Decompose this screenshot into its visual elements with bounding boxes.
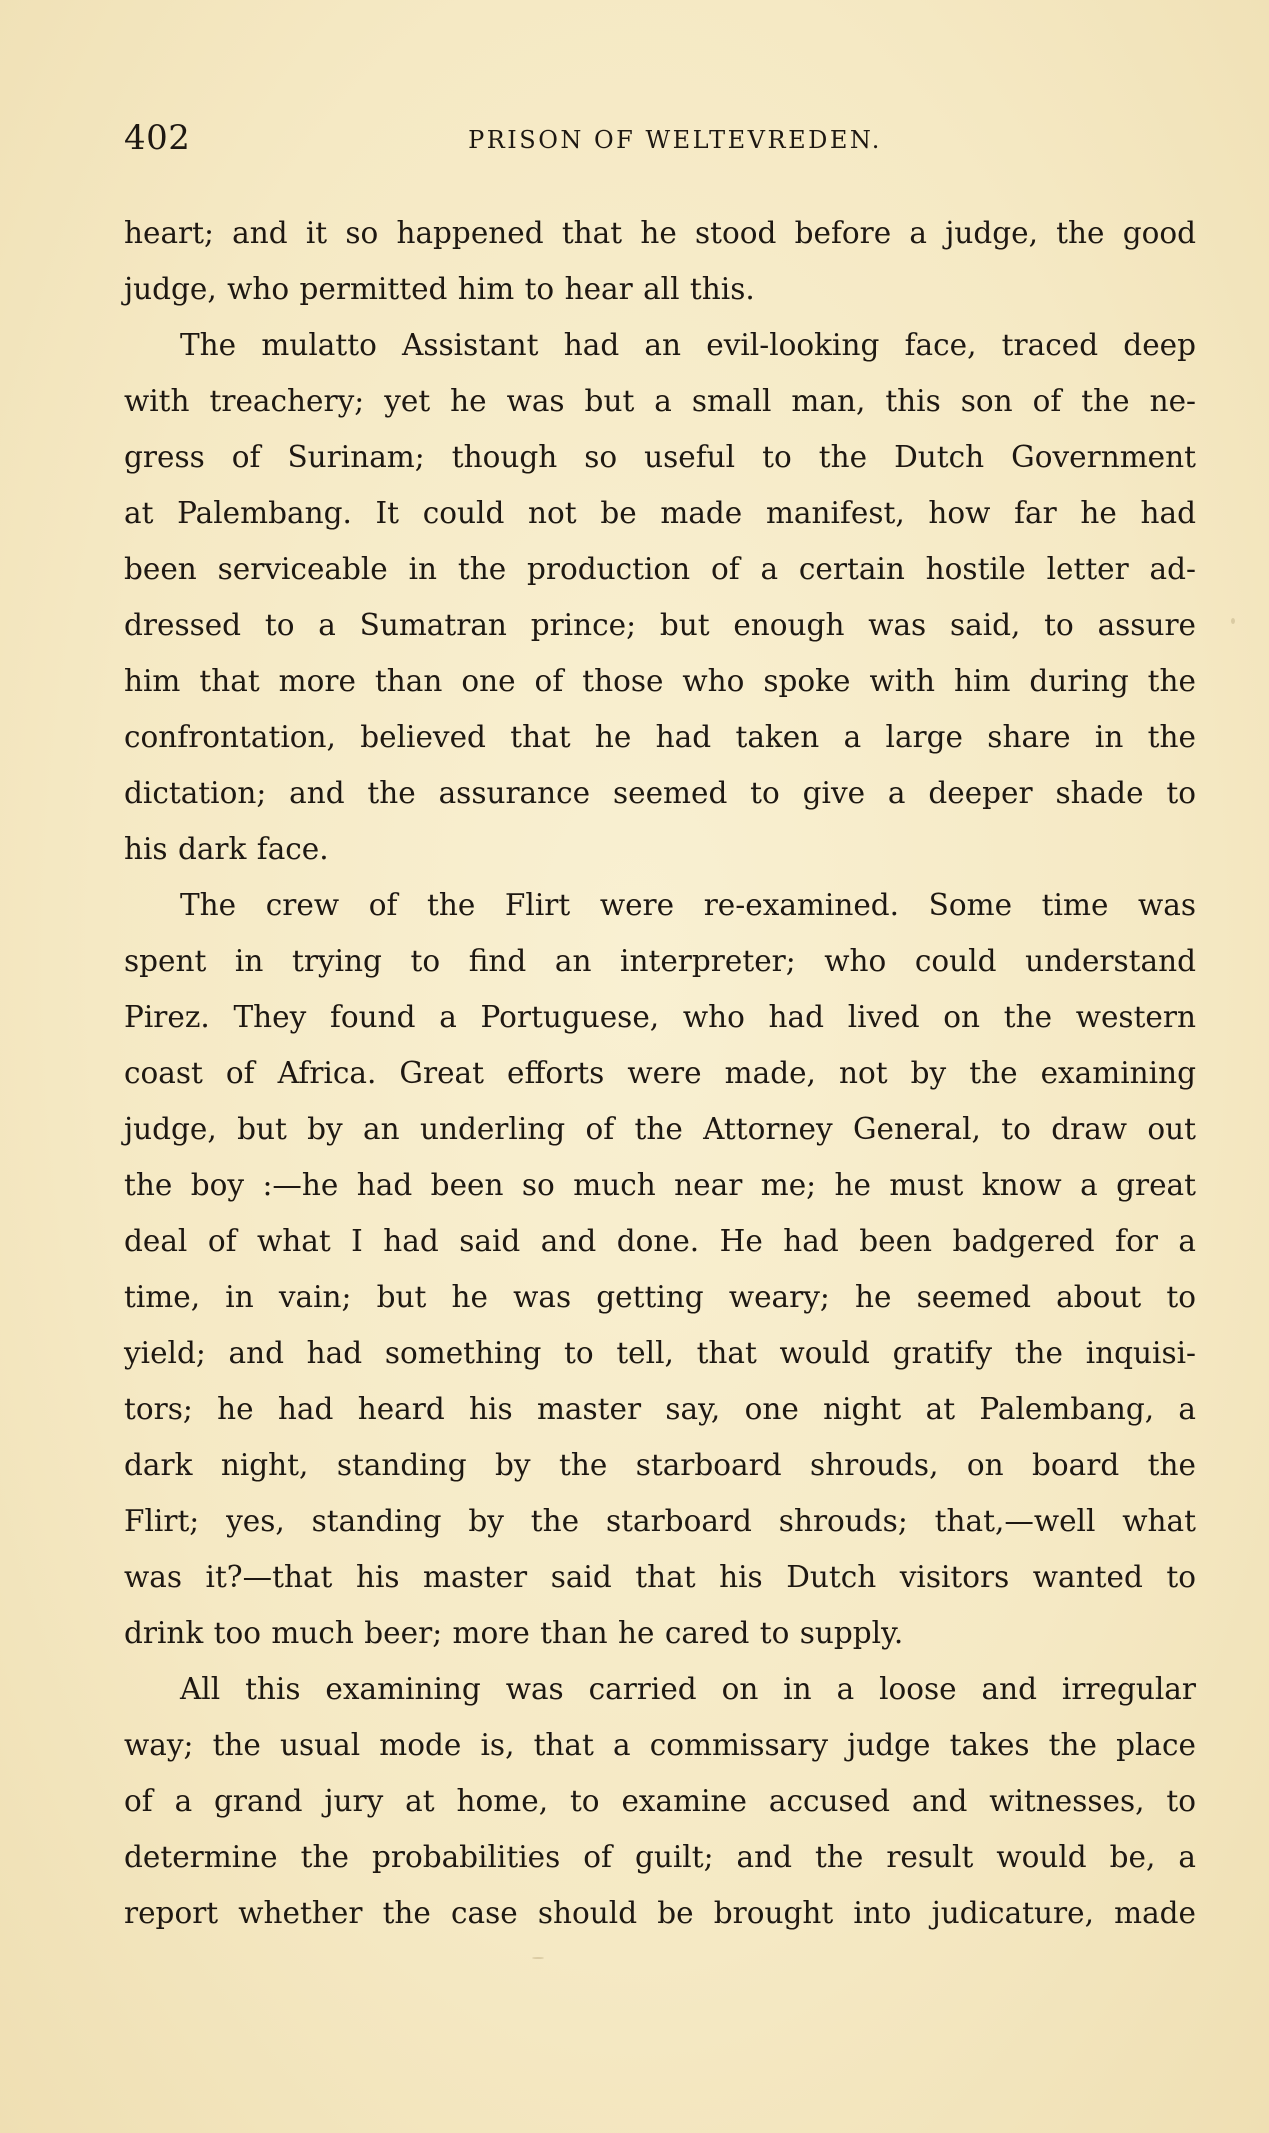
text-line: judge, who permitted him to hear all this. bbox=[124, 272, 755, 306]
text-line: spent in trying to find an interpreter; who could understand bbox=[124, 944, 1196, 978]
text-line: heart; and it so happened that he stood before a judge, the good bbox=[124, 216, 1196, 250]
text-line: tors; he had heard his master say, one night at Palembang, a bbox=[124, 1392, 1196, 1426]
page-header bbox=[124, 118, 1196, 168]
text-line: dictation; and the assurance seemed to give a deeper shade to bbox=[124, 776, 1196, 810]
text-line: The mulatto Assistant had an evil-looking face, traced deep bbox=[180, 328, 1196, 362]
text-line: The crew of the Flirt were re-examined. Some time was bbox=[180, 888, 1196, 922]
text-line: with treachery; yet he was but a small man, this son of the ne- bbox=[124, 384, 1196, 418]
text-line: way; the usual mode is, that a commissary judge takes the place bbox=[124, 1728, 1196, 1762]
text-line: drink too much beer; more than he cared to supply. bbox=[124, 1616, 904, 1650]
body-text bbox=[124, 205, 1196, 1941]
text-line: of a grand jury at home, to examine accused and witnesses, to bbox=[124, 1784, 1196, 1818]
text-line: his dark face. bbox=[124, 832, 329, 866]
text-line: at Palembang. It could not be made manifest, how far he had bbox=[124, 496, 1196, 530]
text-line: the boy :—he had been so much near me; he must know a great bbox=[124, 1168, 1196, 1202]
text-line: gress of Surinam; though so useful to the Dutch Government bbox=[124, 440, 1196, 474]
text-line: deal of what I had said and done. He had been badgered for a bbox=[124, 1224, 1196, 1258]
running-title: PRISON OF WELTEVREDEN. bbox=[468, 126, 882, 154]
text-line: yield; and had something to tell, that would gratify the inquisi- bbox=[124, 1336, 1196, 1370]
text-line: confrontation, believed that he had taken a large share in the bbox=[124, 720, 1196, 754]
text-line: determine the probabilities of guilt; and the result would be, a bbox=[124, 1840, 1196, 1874]
paper-speck bbox=[532, 1957, 544, 1959]
text-line: him that more than one of those who spoke with him during the bbox=[124, 664, 1196, 698]
page-number: 402 bbox=[124, 118, 191, 158]
text-line: Pirez. They found a Portuguese, who had lived on the western bbox=[124, 1000, 1196, 1034]
text-line: report whether the case should be brought into judicature, made bbox=[124, 1896, 1196, 1930]
text-line: been serviceable in the production of a certain hostile letter ad- bbox=[124, 552, 1196, 586]
text-line: All this examining was carried on in a loose and irregular bbox=[180, 1672, 1196, 1706]
text-line: time, in vain; but he was getting weary; he seemed about to bbox=[124, 1280, 1196, 1314]
text-line: judge, but by an underling of the Attorney General, to draw out bbox=[124, 1112, 1196, 1146]
paper-speck bbox=[1231, 618, 1235, 624]
text-line: coast of Africa. Great efforts were made, not by the examining bbox=[124, 1056, 1196, 1090]
text-line: dressed to a Sumatran prince; but enough was said, to assure bbox=[124, 608, 1196, 642]
text-line: was it?—that his master said that his Dutch visitors wanted to bbox=[124, 1560, 1196, 1594]
text-line: dark night, standing by the starboard shrouds, on board the bbox=[124, 1448, 1196, 1482]
text-line: Flirt; yes, standing by the starboard shrouds; that,—well what bbox=[124, 1504, 1196, 1538]
